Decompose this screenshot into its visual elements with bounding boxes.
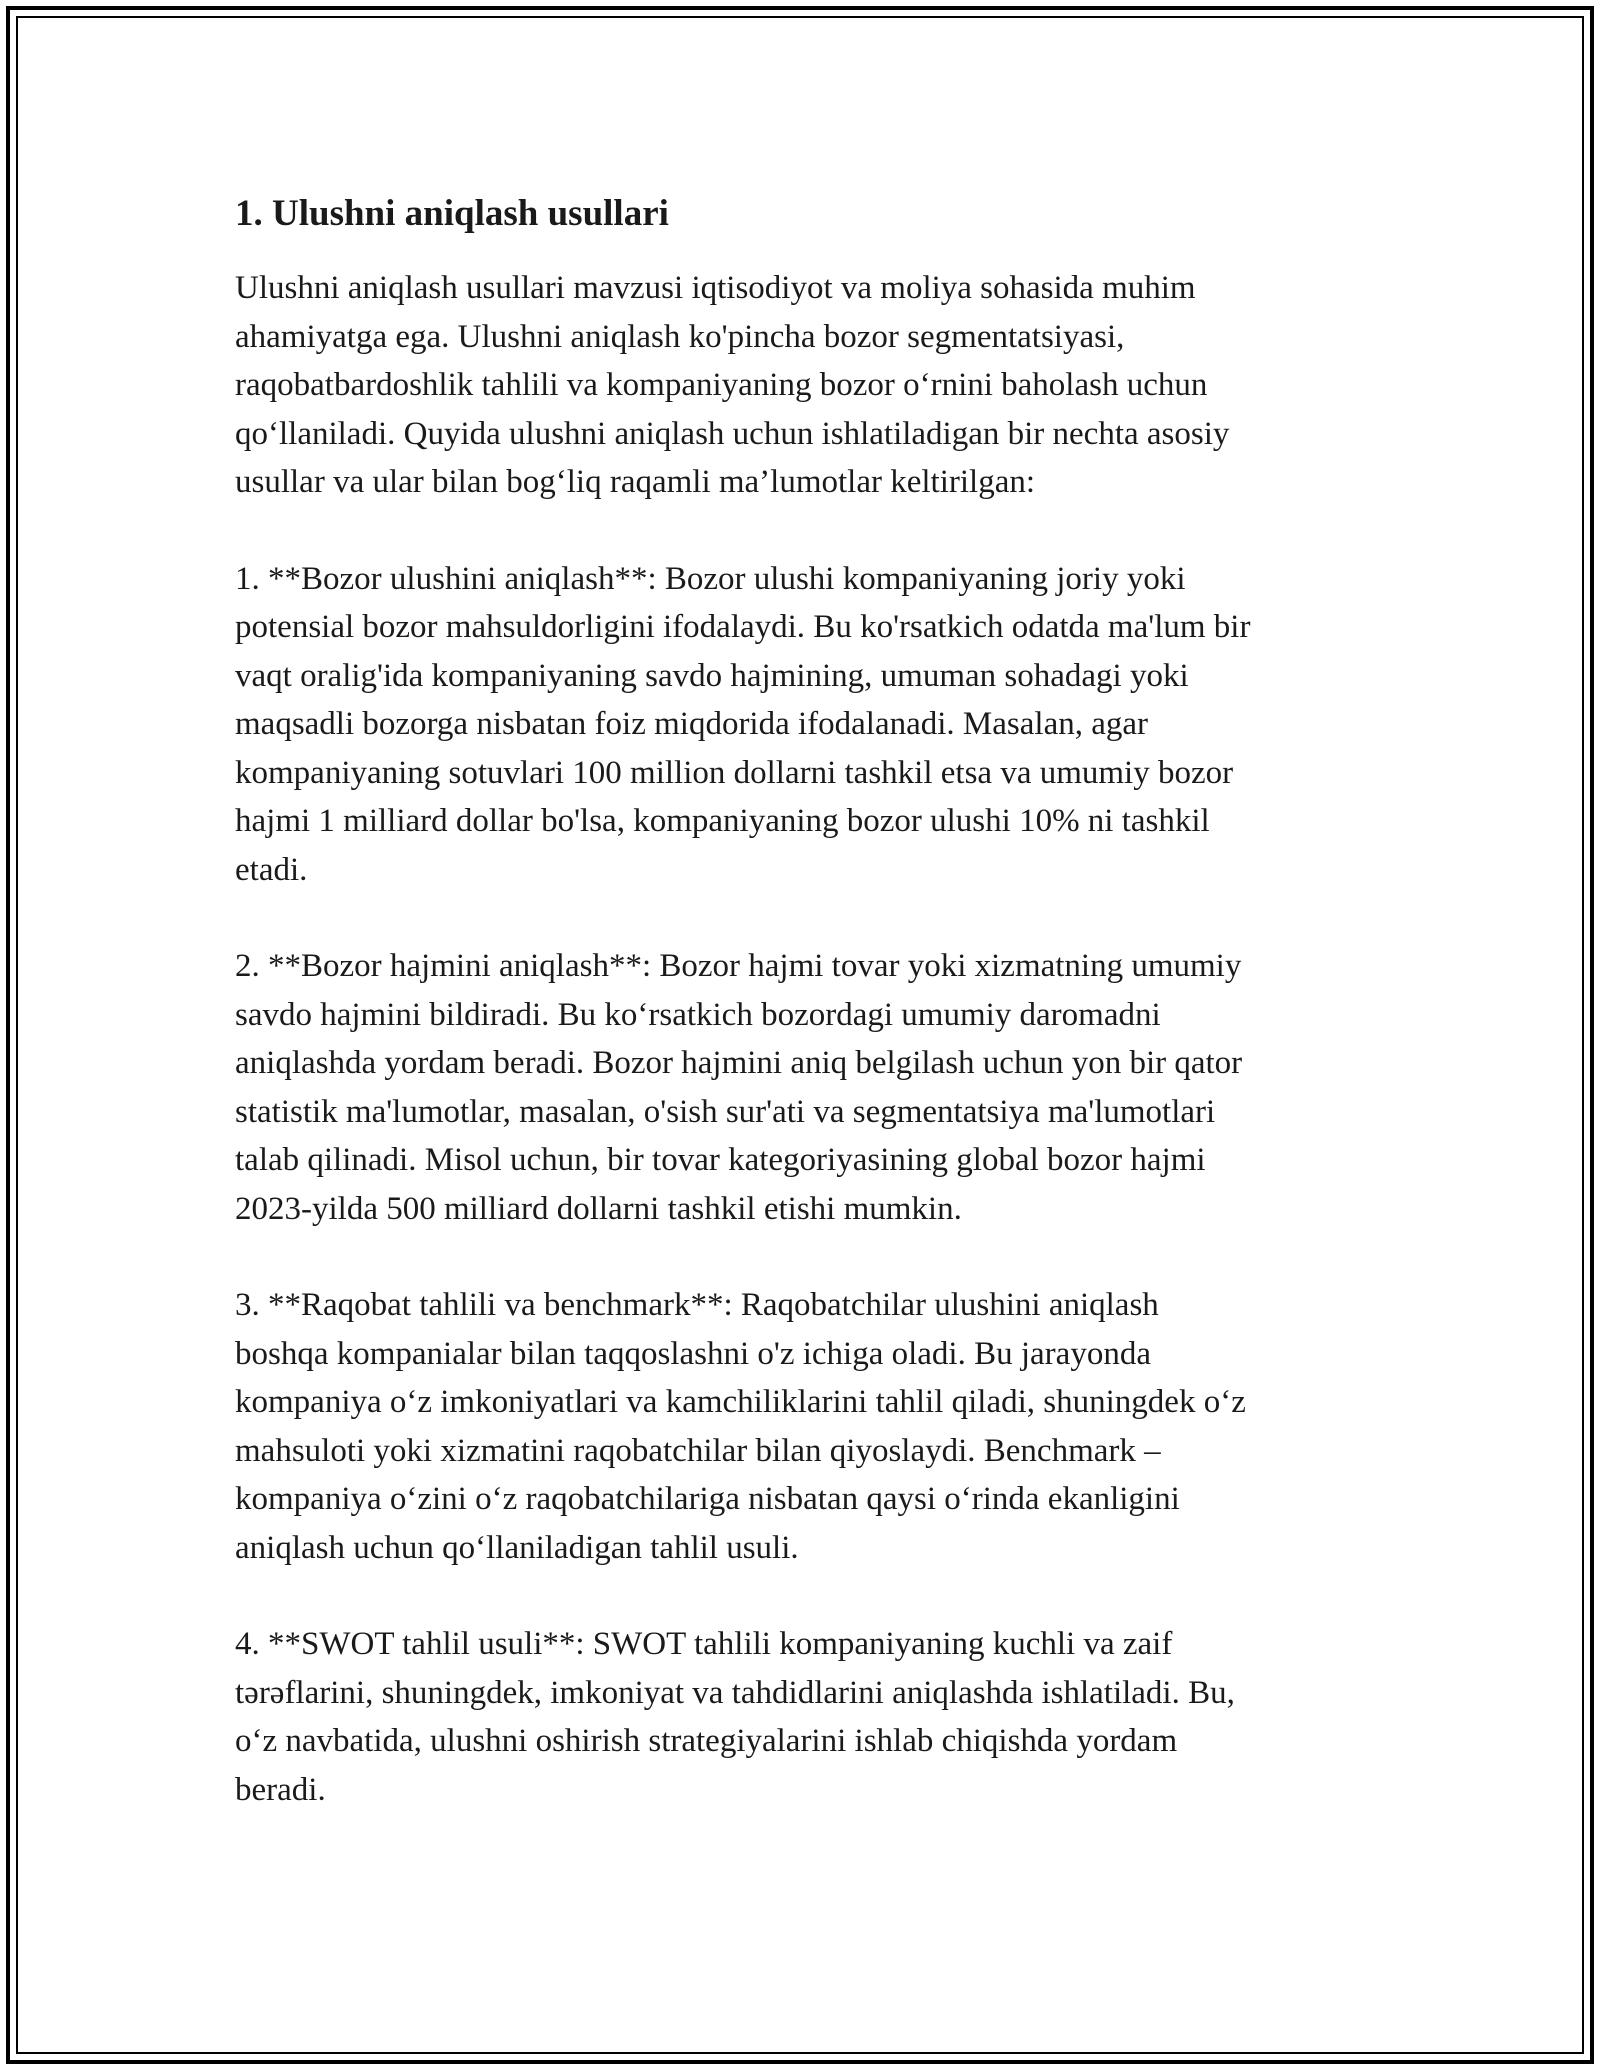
section-heading: 1. Ulushni aniqlash usullari [235,193,669,234]
intro-paragraph: Ulushni aniqlash usullari mavzusi iqtisodiyot va moliya sohasida muhim ahamiyatga ega. Ulushni aniqlash ko'pincha bozor segmentatsiyasi, raqobatbardoshlik tahlili va kompaniyaning bozor o‘rnini baholash uchun qo‘llaniladi. Quyida ulushni aniqlash uchun ishlatiladigan bir nechta asosiy usullar va ular bilan bog‘liq raqamli ma’lumotlar keltirilgan: [235,270,1230,500]
paragraph-competition-benchmark: 3. **Raqobat tahlili va benchmark**: Raqobatchilar ulushini aniqlash boshqa kompanialar bilan taqqoslashni o'z ichiga oladi. Bu jarayonda kompaniya o‘z imkoniyatlari va kamchiliklarini tahlil qiladi, shuningdek o‘z mahsuloti yoki xizmatini raqobatchilar bilan qiyoslaydi. Benchmark – kompaniya o‘zini o‘z raqobatchilariga nisbatan qaysi o‘rinda ekanligini aniqlash uchun qo‘llaniladigan tahlil usuli. [235,1287,1246,1566]
document-body [235,188,1375,1862]
paragraph-swot: 4. **SWOT tahlil usuli**: SWOT tahlili kompaniyaning kuchli va zaif tərəflarini, shuningdek, imkoniyat va tahdidlarini aniqlashda ishlatiladi. Bu, o‘z navbatida, ulushni oshirish strategiyalarini ishlab chiqishda yordam beradi. [235,1626,1235,1808]
paragraph-market-size: 2. **Bozor hajmini aniqlash**: Bozor hajmi tovar yoki xizmatning umumiy savdo hajmini bildiradi. Bu ko‘rsatkich bozordagi umumiy daromadni aniqlashda yordam beradi. Bozor hajmini aniq belgilash uchun yon bir qator statistik ma'lumotlar, masalan, o'sish sur'ati va segmentatsiya ma'lumotlari talab qilinadi. Misol uchun, bir tovar kategoriyasining global bozor hajmi 2023-yilda 500 milliard dollarni tashkil etishi mumkin. [235,948,1243,1227]
paragraph-market-share: 1. **Bozor ulushini aniqlash**: Bozor ulushi kompaniyaning joriy yoki potensial bozor mahsuldorligini ifodalaydi. Bu ko'rsatkich odatda ma'lum bir vaqt oralig'ida kompaniyaning savdo hajmining, umuman sohadagi yoki maqsadli bozorga nisbatan foiz miqdorida ifodalanadi. Masalan, agar kompaniyaning sotuvlari 100 million dollarni tashkil etsa va umumiy bozor hajmi 1 milliard dollar bo'lsa, kompaniyaning bozor ulushi 10% ni tashkil etadi. [235,560,1251,888]
